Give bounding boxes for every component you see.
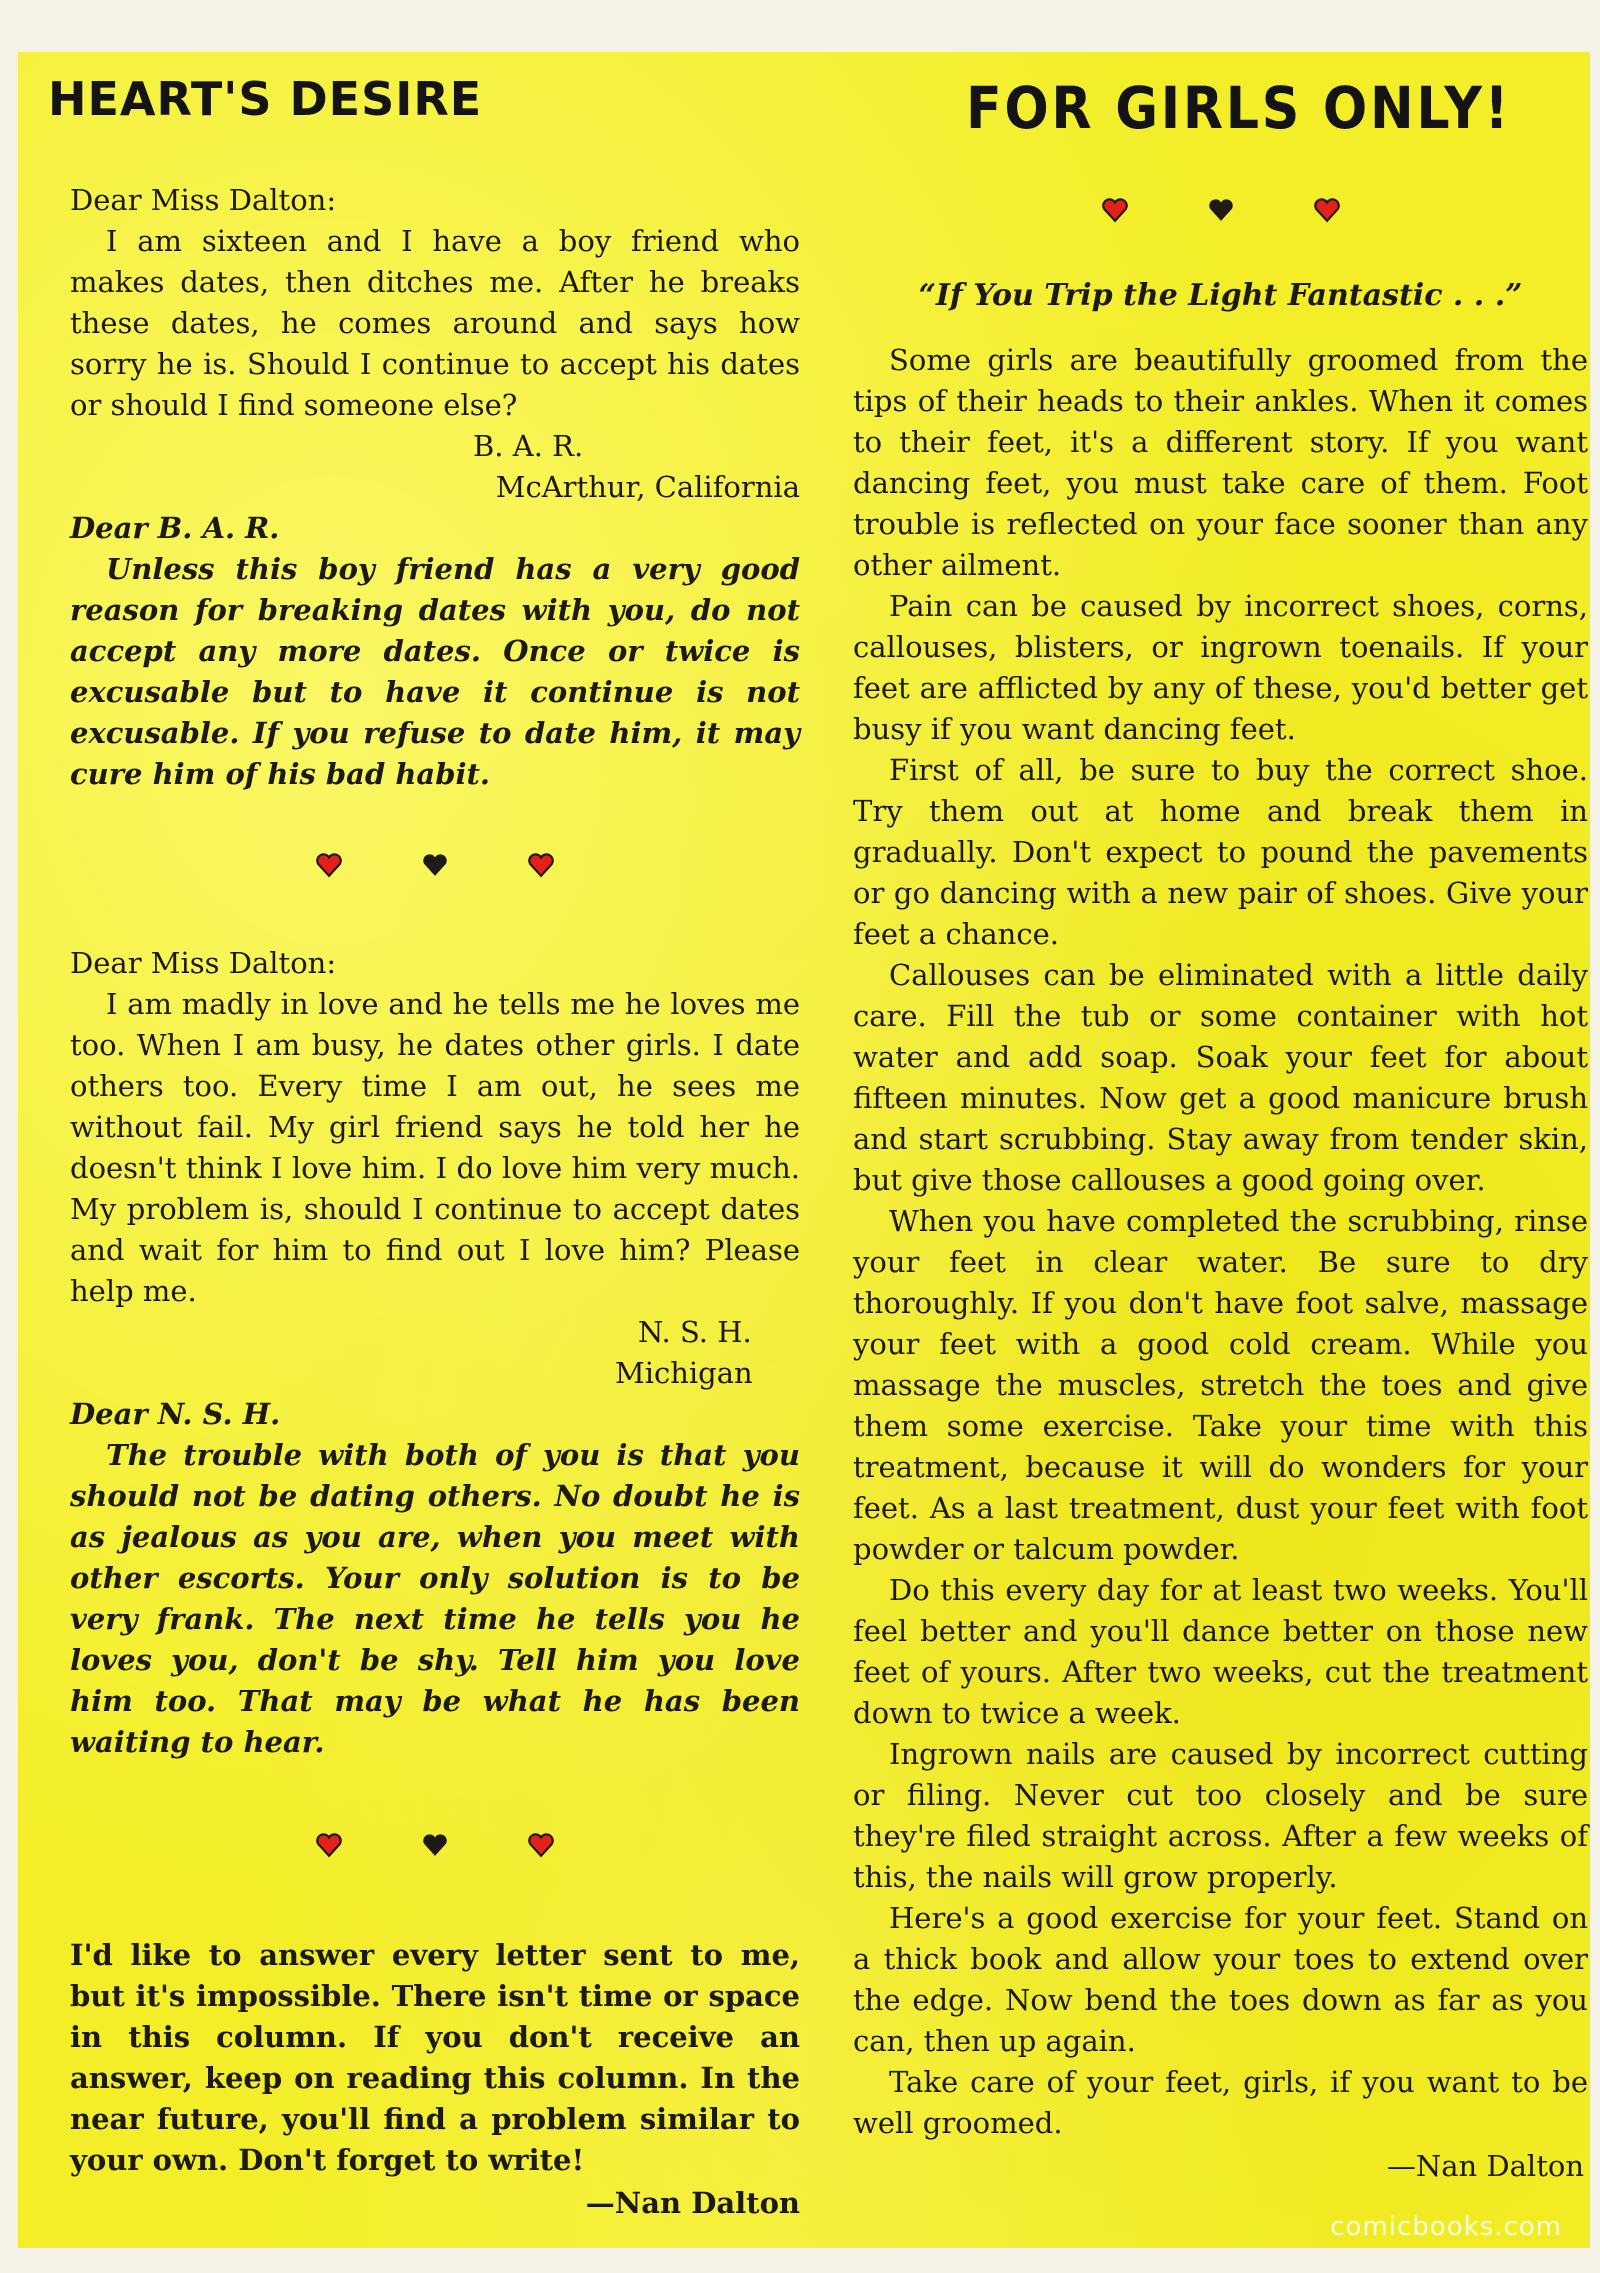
column-title-hearts-desire: HEART'S DESIRE — [48, 72, 483, 126]
letter-2-signer: N. S. H. — [638, 1315, 752, 1349]
heart-icon — [1314, 197, 1340, 223]
letter-1-location: McArthur, California — [495, 470, 800, 504]
article-paragraph-6: Do this every day for at least two weeks. You'll feel better and you'll dance better on those new feet of yours. After two weeks, cut the treatment down to twice a week. — [853, 1573, 1588, 1730]
letter-2-reply-salutation: Dear N. S. H. — [70, 1397, 281, 1431]
letter-2-location: Michigan — [615, 1356, 753, 1390]
article-paragraph-7: Ingrown nails are caused by incorrect cutting or filing. Never cut too closely and be sure they're filed straight across. After a few weeks of this, the nails will grow properly. — [853, 1737, 1588, 1894]
article-paragraph-8: Here's a good exercise for your feet. Stand on a thick book and allow your toes to extend over the edge. Now bend the toes down as far as you can, then up again. — [853, 1901, 1588, 2058]
column-title-for-girls-only: FOR GIRLS ONLY! — [966, 74, 1512, 142]
article-title: “If You Trip the Light Fantastic . . .” — [918, 278, 1523, 313]
heart-icon — [316, 1832, 342, 1858]
right-signature: —Nan Dalton — [1386, 2149, 1584, 2183]
left-signature: —Nan Dalton — [585, 2186, 800, 2220]
heart-divider-1 — [70, 835, 800, 895]
letter-1-salutation: Dear Miss Dalton: — [70, 183, 337, 217]
heart-icon — [422, 852, 448, 878]
letter-1 — [70, 180, 800, 795]
letter-2-body: I am madly in love and he tells me he loves me too. When I am busy, he dates other girls. I date others too. Every time I am out, he sees me without fail. My girl friend says he told her he doesn't think I love him. I do love him very much. My problem is, should I continue to accept dates and wait for him to find out I love him? Please help me. — [70, 987, 800, 1308]
letter-1-signer: B. A. R. — [473, 429, 584, 463]
article-paragraph-2: Pain can be caused by incorrect shoes, corns, callouses, blisters, or ingrown toenails. If your feet are afflicted by any of these, you'd better get busy if you want dancing feet. — [853, 589, 1588, 746]
letter-2-salutation: Dear Miss Dalton: — [70, 946, 337, 980]
article-paragraph-4: Callouses can be eliminated with a little daily care. Fill the tub or some container with hot water and add soap. Soak your feet for about fifteen minutes. Now get a good manicure brush and start scrubbing. Stay away from tender skin, but give those callouses a good going over. — [853, 958, 1588, 1197]
article-paragraph-9: Take care of your feet, girls, if you want to be well groomed. — [853, 2065, 1588, 2140]
heart-icon — [422, 1832, 448, 1858]
heart-icon — [1102, 197, 1128, 223]
letter-1-body: I am sixteen and I have a boy friend who makes dates, then ditches me. After he breaks these dates, he comes around and says how sorry he is. Should I continue to accept his dates or should I find someone else? — [70, 224, 800, 422]
right-column — [853, 180, 1588, 2187]
heart-icon — [1208, 197, 1234, 223]
letter-1-reply-salutation: Dear B. A. R. — [70, 511, 280, 545]
article-paragraph-5: When you have completed the scrubbing, rinse your feet in clear water. Be sure to dry thoroughly. If you don't have foot salve, massage your feet with a good cold cream. While you massage the muscles, stretch the toes and give them some exercise. Take your time with this treatment, because it will do wonders for your feet. As a last treatment, dust your feet with foot powder or talcum powder. — [853, 1204, 1588, 1566]
left-column — [70, 180, 800, 2224]
article-paragraph-1: Some girls are beautifully groomed from the tips of their heads to their ankles. When it comes to their feet, it's a different story. If you want dancing feet, you must take care of them. Foot trouble is reflected on your face sooner than any other ailment. — [853, 343, 1588, 582]
heart-divider-top — [853, 180, 1588, 240]
letter-2-reply: The trouble with both of you is that you should not be dating others. No doubt he is as jealous as you are, when you meet with other escorts. Your only solution is to be very frank. The next time he tells you he loves you, don't be shy. Tell him you love him too. That may be what he has been waiting to hear. — [70, 1438, 800, 1759]
article-paragraph-3: First of all, be sure to buy the correct shoe. Try them out at home and break them in gradually. Don't expect to pound the pavements or go dancing with a new pair of shoes. Give your feet a chance. — [853, 753, 1588, 951]
page — [18, 52, 1590, 2248]
closing-note: I'd like to answer every letter sent to me, but it's impossible. There isn't time or space in this column. If you don't receive an answer, keep on reading this column. In the near future, you'll find a problem similar to your own. Don't forget to write! — [70, 1938, 800, 2177]
heart-icon — [528, 852, 554, 878]
heart-icon — [316, 852, 342, 878]
letter-2 — [70, 943, 800, 1763]
heart-divider-2 — [70, 1815, 800, 1875]
watermark: comicbooks.com — [1330, 2212, 1562, 2242]
letter-1-reply: Unless this boy friend has a very good reason for breaking dates with you, do not accept any more dates. Once or twice is excusable but to have it continue is not excusable. If you refuse to date him, it may cure him of his bad habit. — [70, 552, 800, 791]
heart-icon — [528, 1832, 554, 1858]
